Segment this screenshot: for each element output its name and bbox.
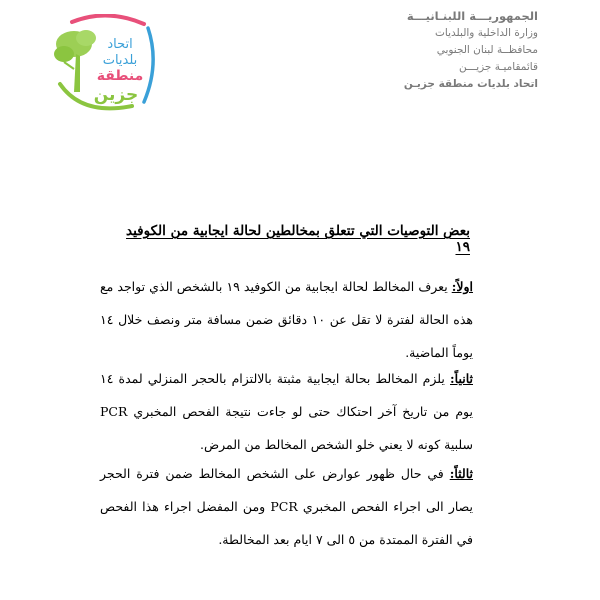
logo-text-4: جزين <box>93 85 139 105</box>
paragraph-first <box>100 270 473 369</box>
header-ministry: وزارة الداخلية والبلديات <box>435 27 538 39</box>
paragraph-second-text: يلزم المخالط بحالة ايجابية مثبتة بالالتزام بالحجر المنزلي لمدة ١٤ يوم من تاريخ آخر احتكاك حتى لو جاءت نتيجة الفحص المخبري PCR سلبية كونه لا يعني خلو الشخص المخالط من المرض. <box>100 371 473 452</box>
paragraph-third <box>100 457 473 556</box>
paragraph-first-text: يعرف المخالط لحالة ايجابية من الكوفيد ١٩ بالشخص الذي تواجد مع هذه الحالة لفترة لا تقل عن ١٠ دقائق ضمن مسافة متر ونصف خلال ١٤ يوماً الماضية. <box>100 279 473 360</box>
letterhead <box>318 8 538 93</box>
header-governorate: محافظــة لبنان الجنوبي <box>436 44 538 56</box>
paragraph-third-text: في حال ظهور عوارض على الشخص المخالط ضمن فترة الحجر يصار الى اجراء الفحص المخبري PCR ومن المفضل اجراء هذا الفحص في الفترة الممتدة من ٥ الى ٧ ايام بعد المخالطة. <box>100 466 473 547</box>
paragraph-second-lead: ثانياً: <box>450 371 473 386</box>
header-republic: الجمهوريـــة اللبنـانيـــة <box>406 9 538 23</box>
header-district: قائمقاميـة جزيـــن <box>459 61 538 73</box>
document-title: بعض التوصيات التي تتعلق بمخالطين لحالة ايجابية من الكوفيد ١٩ <box>126 223 470 255</box>
logo-text-2: بلديات <box>102 53 138 68</box>
header-union: اتحاد بلديات منطقة جزيـن <box>403 78 538 90</box>
logo-text-3: منطقة <box>96 68 144 84</box>
paragraph-second <box>100 362 473 461</box>
logo-text-1: اتحاد <box>107 37 133 52</box>
paragraph-first-lead: اولاً: <box>451 279 473 294</box>
paragraph-third-lead: ثالثاً: <box>449 466 473 481</box>
union-logo <box>52 14 160 114</box>
